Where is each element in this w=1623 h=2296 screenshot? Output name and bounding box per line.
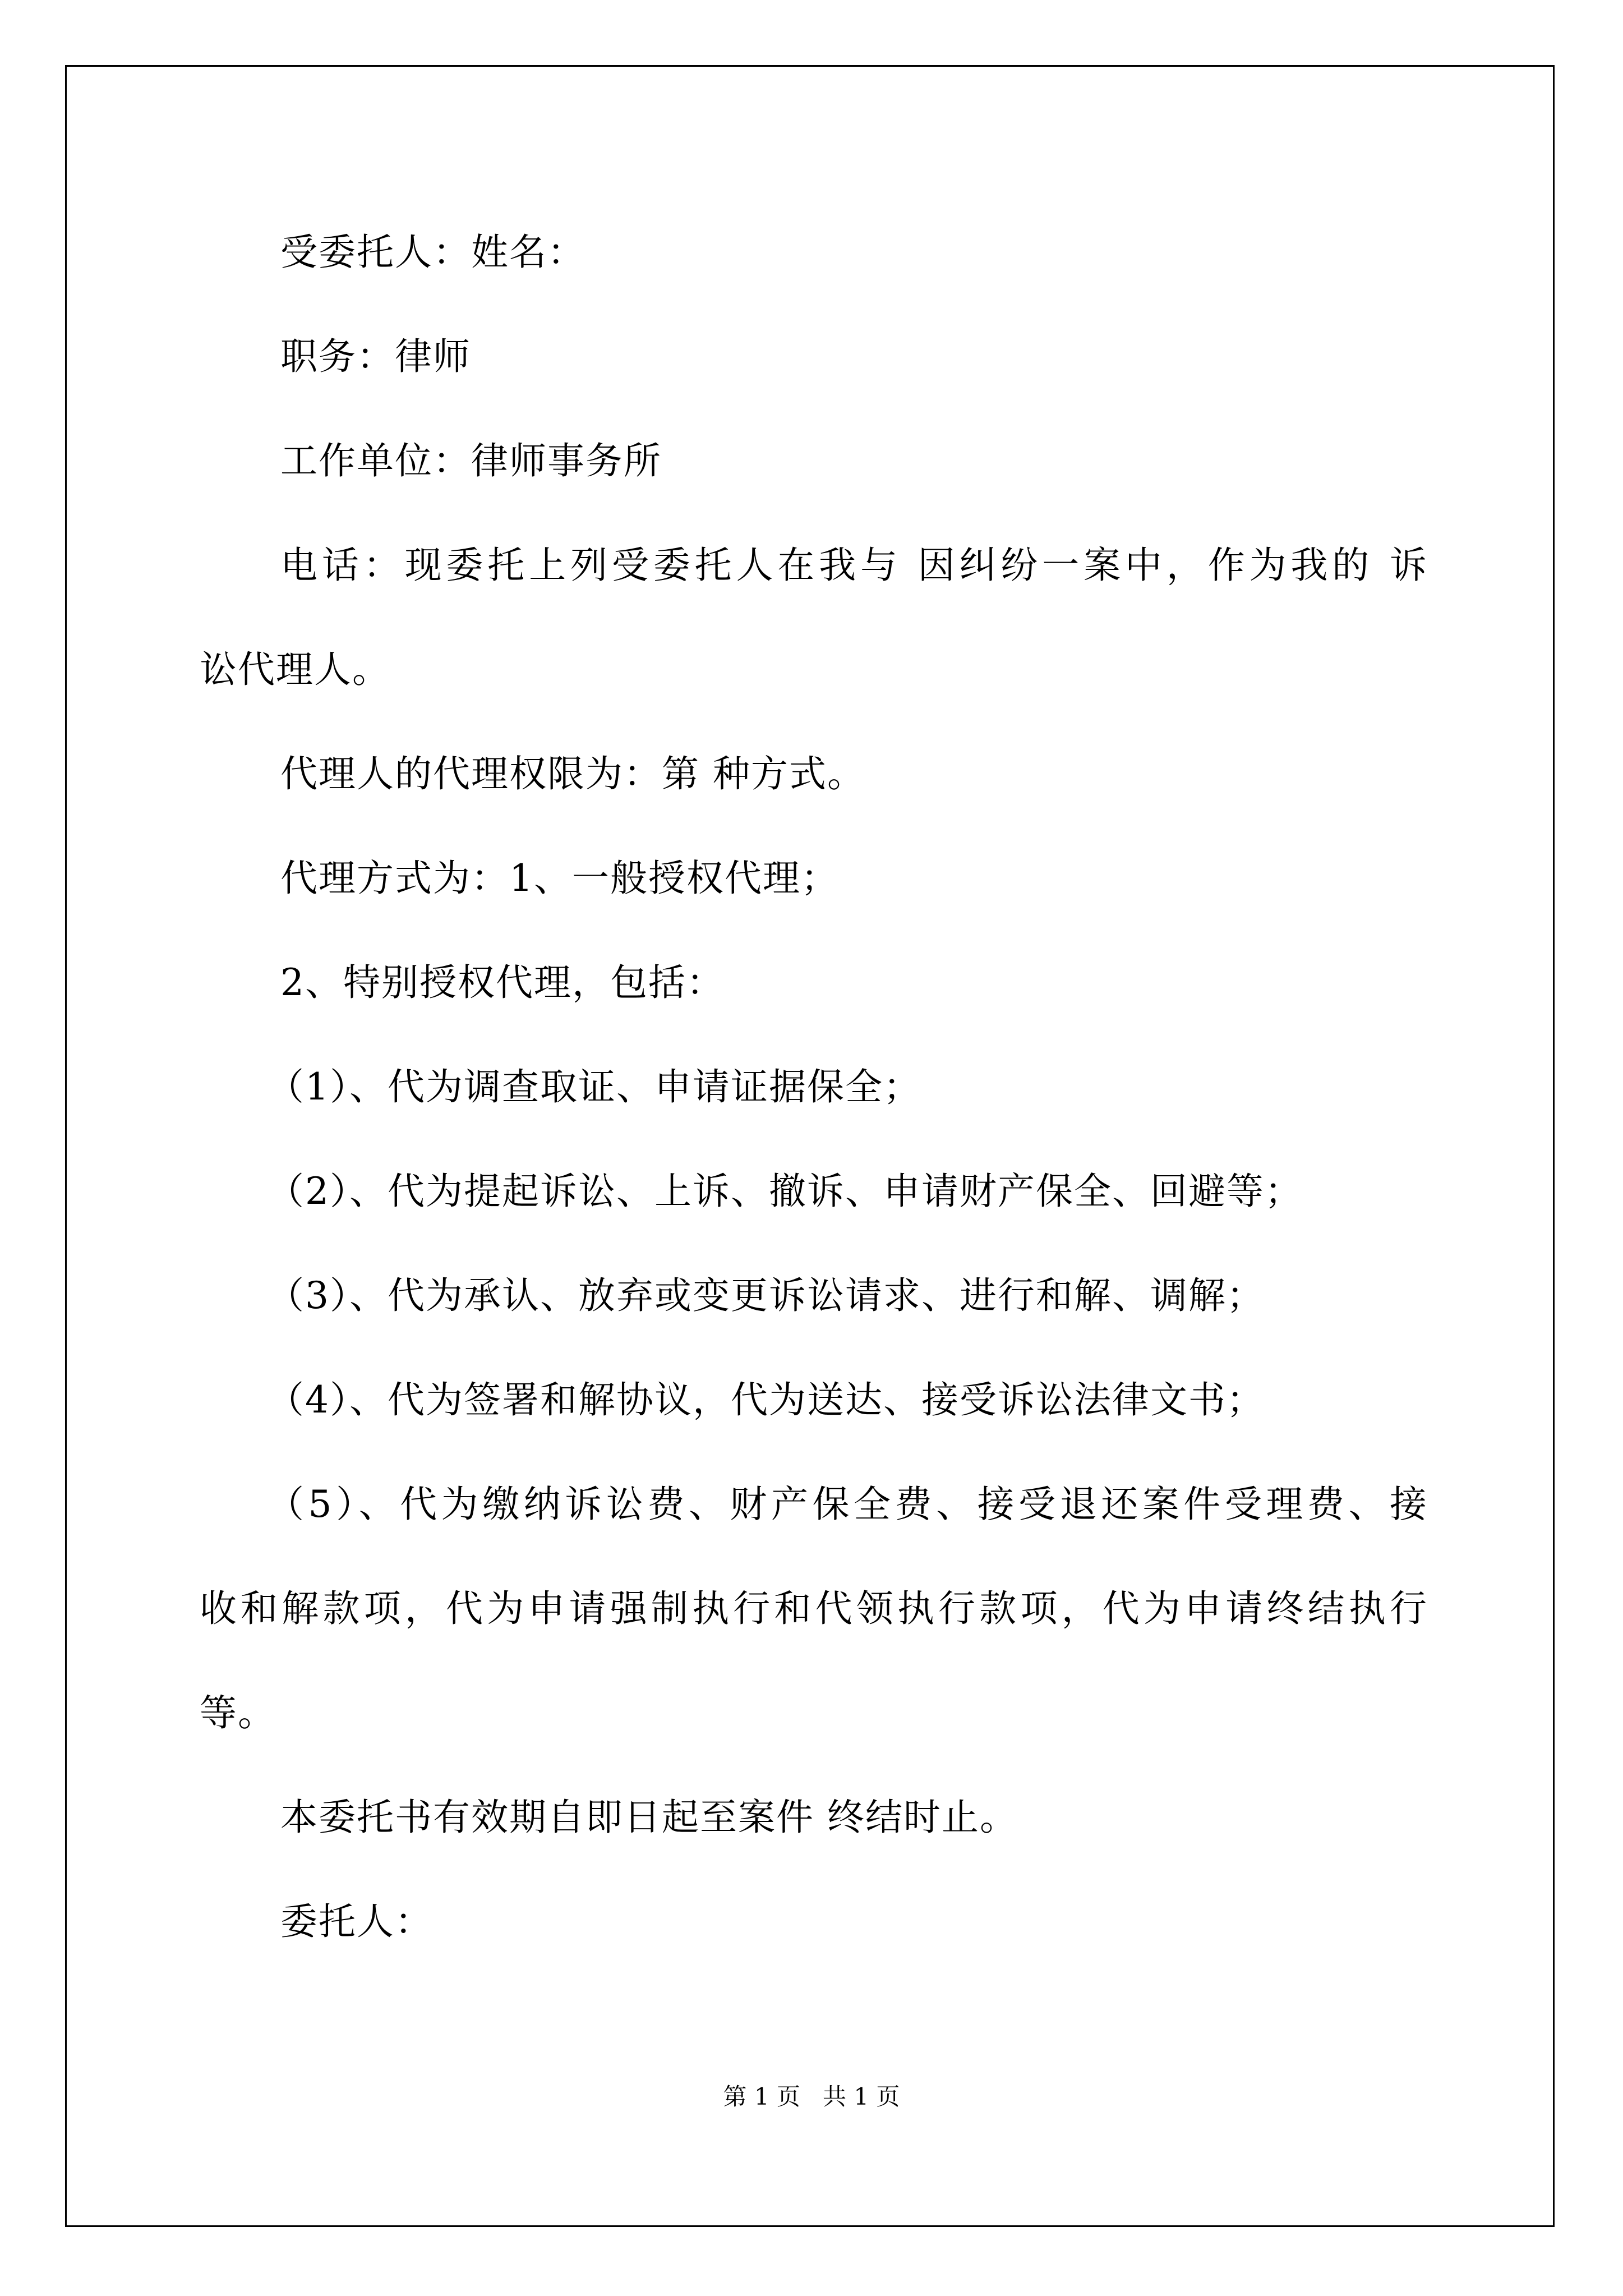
position-line: 职务：律师 <box>280 335 471 378</box>
work-unit-line: 工作单位：律师事务所 <box>280 439 662 482</box>
principal-line: 委托人： <box>280 1900 433 1943</box>
item-4-line: （4）、代为签署和解协议，代为送达、接受诉讼法律文书； <box>267 1378 1265 1421</box>
page-footer: 第 1 页 共 1 页 <box>723 2083 900 2110</box>
phone-entrust-line: 电话：现委托上列受委托人在我与 因纠纷一案中，作为我的 诉 <box>280 544 1428 587</box>
item-5-end-line: 等。 <box>200 1691 276 1734</box>
agency-method-line: 代理方式为：1、一般授权代理； <box>280 857 839 900</box>
special-authorization-line: 2、特别授权代理，包括： <box>280 961 725 1004</box>
validity-line: 本委托书有效期自即日起至案件 终结时止。 <box>280 1796 1018 1839</box>
agency-scope-line: 代理人的代理权限为：第 种方式。 <box>280 752 865 795</box>
item-3-line: （3）、代为承认、放弃或变更诉讼请求、进行和解、调解； <box>267 1274 1265 1317</box>
item-2-line: （2）、代为提起诉讼、上诉、撤诉、申请财产保全、回避等； <box>267 1170 1303 1213</box>
item-5-line: （5）、代为缴纳诉讼费、财产保全费、接受退还案件受理费、接 <box>267 1483 1428 1526</box>
trustee-name-line: 受委托人：姓名： <box>280 231 585 274</box>
item-5-continued-line: 收和解款项，代为申请强制执行和代领执行款项，代为申请终结执行 <box>200 1587 1428 1630</box>
litigation-agent-line: 讼代理人。 <box>200 648 390 691</box>
item-1-line: （1）、代为调查取证、申请证据保全； <box>267 1065 921 1108</box>
